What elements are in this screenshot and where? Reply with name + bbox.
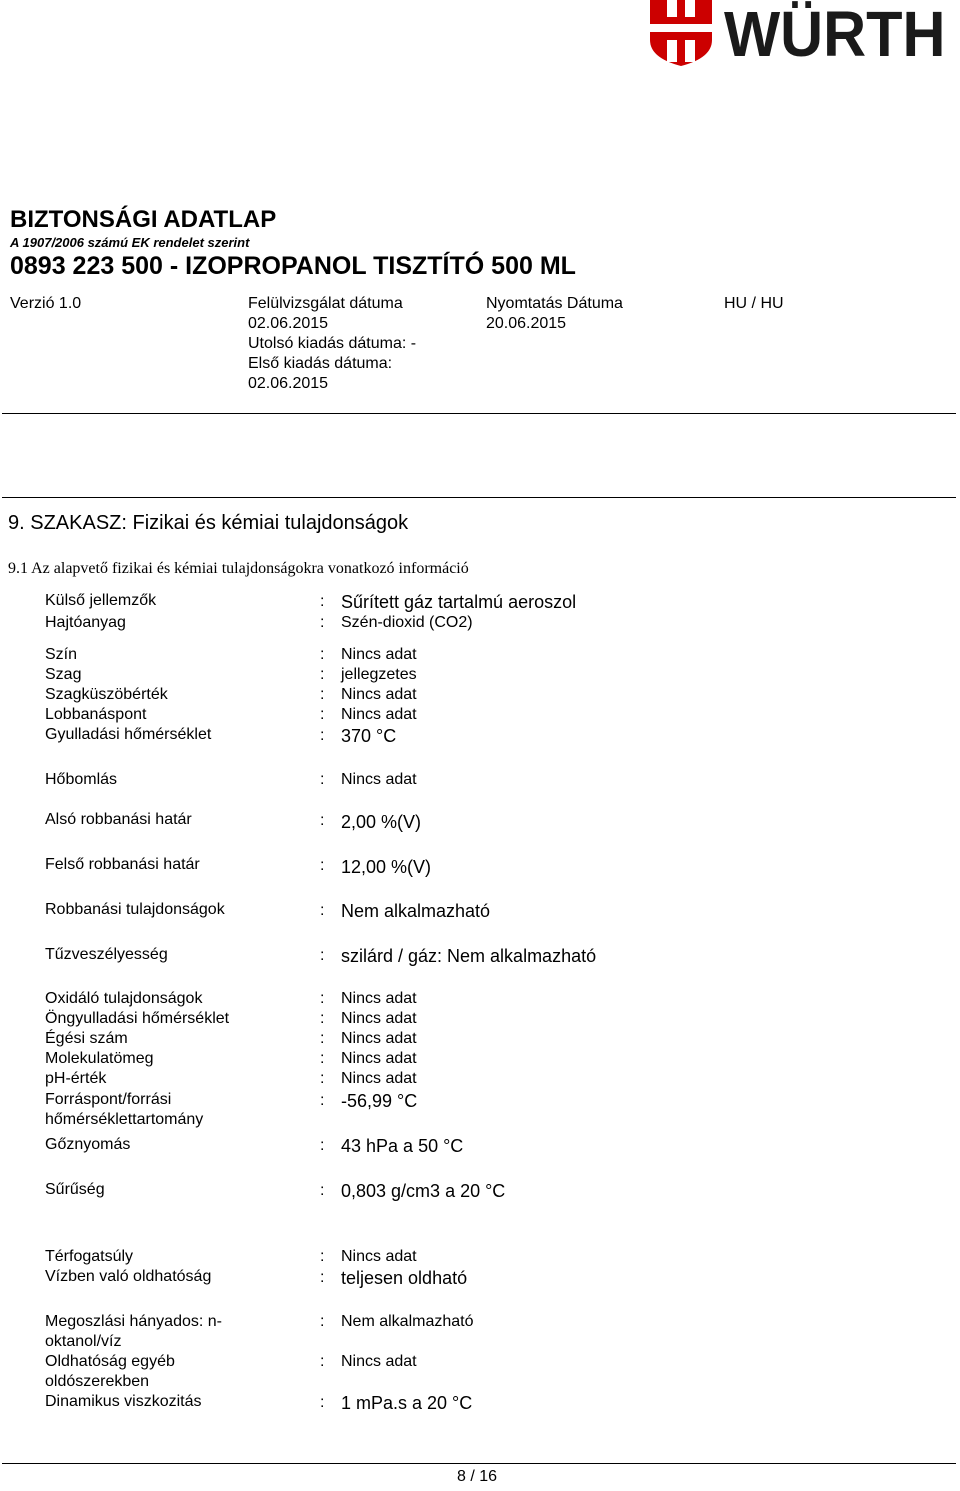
colon: : (320, 1030, 325, 1047)
property-label-continued: oldószerekben (45, 1373, 150, 1390)
property-label: Sűrűség (45, 1181, 105, 1198)
colon: : (320, 666, 325, 683)
property-label: Szagküszöbérték (45, 686, 168, 703)
property-label: Megoszlási hányados: n- (45, 1313, 222, 1330)
section-title: 9. SZAKASZ: Fizikai és kémiai tulajdonságok (8, 512, 409, 534)
property-value: 0,803 g/cm3 a 20 °C (341, 1181, 506, 1201)
property-label: Forráspont/forrási (45, 1091, 172, 1108)
property-value: Nincs adat (341, 1010, 417, 1027)
property-value: Nincs adat (341, 990, 417, 1007)
last-issue: Utolsó kiadás dátuma: - (248, 335, 417, 352)
property-label: Alsó robbanási határ (45, 811, 192, 828)
document-title: BIZTONSÁGI ADATLAP (10, 206, 277, 233)
property-value: Nem alkalmazható (341, 901, 491, 921)
property-value: Nincs adat (341, 706, 417, 723)
colon: : (320, 727, 325, 744)
property-value: Nincs adat (341, 1070, 417, 1087)
revision-label: Felülvizsgálat dátuma (248, 295, 403, 312)
colon: : (320, 1248, 325, 1265)
property-value: Nem alkalmazható (341, 1313, 474, 1330)
print-date: 20.06.2015 (486, 315, 567, 332)
colon: : (320, 1182, 325, 1199)
property-value: szilárd / gáz: Nem alkalmazható (341, 946, 597, 966)
property-label: Égési szám (45, 1030, 128, 1047)
property-label: Külső jellemzők (45, 592, 157, 609)
property-label: Tűzveszélyesség (45, 946, 168, 963)
property-label: Szín (45, 646, 78, 663)
first-issue-label: Első kiadás dátuma: (248, 355, 393, 372)
product-name: 0893 223 500 - IZOPROPANOL TISZTÍTÓ 500 ML (10, 252, 576, 280)
section-subtitle: 9.1 Az alapvető fizikai és kémiai tulajdonságokra vonatkozó információ (8, 560, 469, 577)
property-value: jellegzetes (341, 666, 417, 683)
property-value: Nincs adat (341, 686, 417, 703)
colon: : (320, 1313, 325, 1330)
property-value: Nincs adat (341, 646, 417, 663)
property-value: 1 mPa.s a 20 °C (341, 1393, 473, 1413)
footer-divider (2, 1463, 956, 1464)
property-label: Szag (45, 666, 82, 683)
colon: : (320, 1070, 325, 1087)
property-label: pH-érték (45, 1070, 107, 1087)
wurth-logo-text: WÜRTH (724, 0, 946, 70)
colon: : (320, 1092, 325, 1109)
first-issue-date: 02.06.2015 (248, 375, 329, 392)
colon: : (320, 1353, 325, 1370)
colon: : (320, 1010, 325, 1027)
property-value: Nincs adat (341, 1353, 417, 1370)
colon: : (320, 1394, 325, 1411)
revision-date: 02.06.2015 (248, 315, 329, 332)
colon: : (320, 614, 325, 631)
property-label: Oldhatóság egyéb (45, 1353, 175, 1370)
property-label-continued: oktanol/víz (45, 1333, 122, 1350)
property-label: Térfogatsúly (45, 1248, 134, 1265)
colon: : (320, 593, 325, 610)
colon: : (320, 990, 325, 1007)
colon: : (320, 771, 325, 788)
colon: : (320, 947, 325, 964)
property-label: Dinamikus viszkozitás (45, 1393, 202, 1410)
section-divider (2, 497, 956, 498)
property-value: teljesen oldható (341, 1268, 468, 1288)
page-number: 8 / 16 (457, 1468, 498, 1485)
property-label: Oxidáló tulajdonságok (45, 990, 203, 1007)
property-value: 2,00 %(V) (341, 812, 422, 832)
property-value: Szén-dioxid (CO2) (341, 614, 473, 631)
colon: : (320, 686, 325, 703)
colon: : (320, 812, 325, 829)
property-label: Molekulatömeg (45, 1050, 154, 1067)
property-value: 12,00 %(V) (341, 857, 432, 877)
property-value: 43 hPa a 50 °C (341, 1136, 464, 1156)
property-value: Nincs adat (341, 1030, 417, 1047)
colon: : (320, 1269, 325, 1286)
print-label: Nyomtatás Dátuma (486, 295, 623, 312)
wurth-logo-mark (650, 0, 712, 66)
property-value: Nincs adat (341, 1050, 417, 1067)
regulation-line: A 1907/2006 számú EK rendelet szerint (10, 235, 250, 250)
colon: : (320, 1137, 325, 1154)
property-label: Gyulladási hőmérséklet (45, 726, 212, 743)
property-label-continued: hőmérséklettartomány (45, 1111, 204, 1128)
property-label: Hajtóanyag (45, 614, 126, 631)
property-value: 370 °C (341, 726, 397, 746)
colon: : (320, 1050, 325, 1067)
property-label: Gőznyomás (45, 1136, 131, 1153)
colon: : (320, 902, 325, 919)
property-label: Robbanási tulajdonságok (45, 901, 225, 918)
property-value: -56,99 °C (341, 1091, 418, 1111)
header-divider (2, 413, 956, 414)
property-label: Öngyulladási hőmérséklet (45, 1010, 230, 1027)
property-value: Nincs adat (341, 1248, 417, 1265)
property-value: Nincs adat (341, 771, 417, 788)
property-label: Vízben való oldhatóság (45, 1268, 212, 1285)
colon: : (320, 706, 325, 723)
language: HU / HU (724, 295, 784, 312)
colon: : (320, 646, 325, 663)
colon: : (320, 857, 325, 874)
property-label: Hőbomlás (45, 771, 118, 788)
property-label: Lobbanáspont (45, 706, 147, 723)
version: Verzió 1.0 (10, 295, 82, 312)
property-value: Sűrített gáz tartalmú aeroszol (341, 592, 577, 612)
property-label: Felső robbanási határ (45, 856, 200, 873)
